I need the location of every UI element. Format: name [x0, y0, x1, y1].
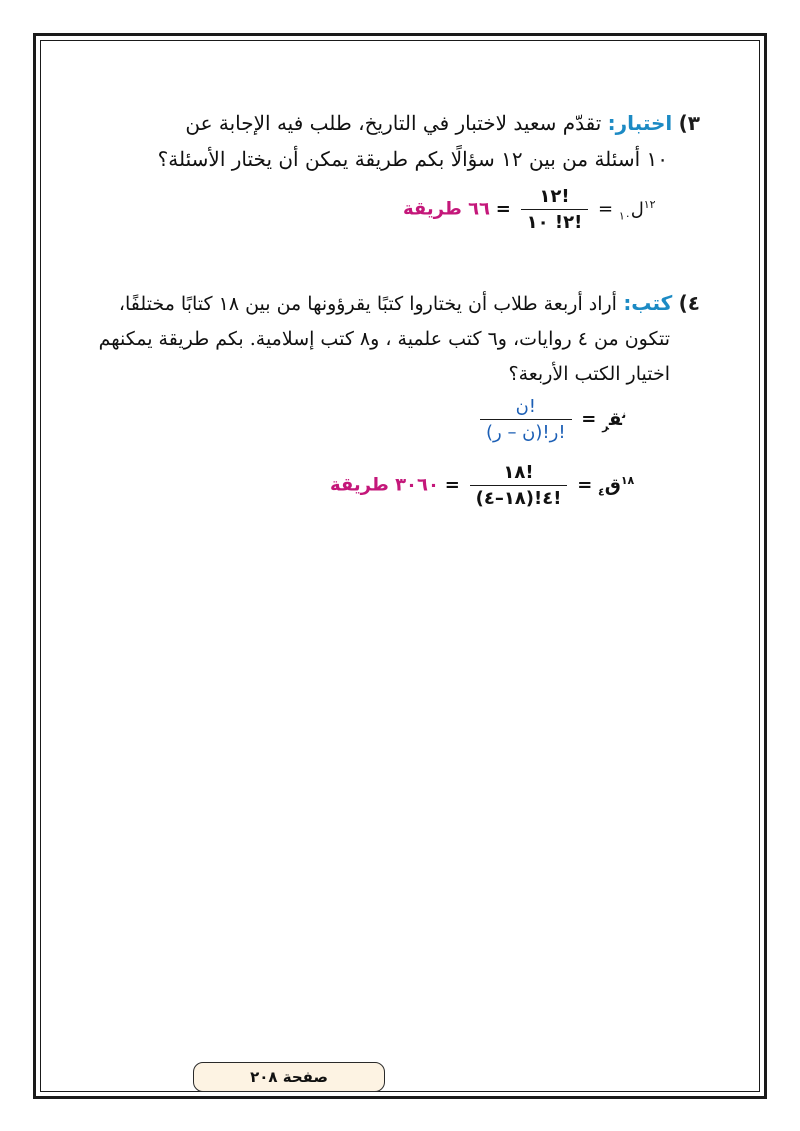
question-4-formula-sub: ر	[602, 419, 609, 433]
question-4-text-line-1: أراد أربعة طلاب أن يختاروا كتبًا يقرؤونها من بين ١٨ كتابًا مختلفًا،	[118, 293, 617, 315]
question-3-result: ٦٦ طريقة	[403, 198, 491, 220]
question-4-formula-fraction	[480, 396, 572, 443]
question-4-calc-symbol: ق	[604, 474, 621, 496]
question-3-numerator: ١٢!	[521, 186, 589, 210]
question-4-line-1	[90, 286, 700, 322]
question-3-denominator: ٢! ١٠!	[526, 212, 583, 233]
question-4-calc-sub: ٤	[598, 485, 605, 499]
question-3-text-line-2: ١٠ أسئلة من بين ١٢ سؤالًا بكم طريقة يمكن أن يختار الأسئلة؟	[157, 147, 668, 171]
question-4-formula-symbol: ق	[608, 408, 622, 430]
page-number-label: صفحة ٢٠٨	[250, 1068, 328, 1086]
question-3-text-line-1: تقدّم سعيد لاختبار في التاريخ، طلب فيه الإجابة عن	[185, 111, 602, 135]
question-4-line-3	[100, 356, 670, 392]
question-3-fraction	[521, 186, 589, 233]
question-3-sup: ١٢	[643, 197, 656, 211]
question-4-number: ٤)	[678, 291, 700, 315]
question-4-formula-sup: ن	[621, 407, 627, 421]
question-4-keyword: كتب:	[623, 291, 673, 315]
question-3-line-2	[100, 142, 668, 177]
question-4-calc-symbol-group	[598, 473, 635, 499]
question-3-equals-2: =	[495, 198, 511, 220]
question-4-formula-equals: =	[581, 408, 597, 430]
question-4-equals-2: =	[444, 474, 460, 496]
question-4-line-2	[90, 321, 670, 357]
question-4-equals-1: =	[577, 474, 593, 496]
question-3-equals-1: =	[598, 198, 614, 220]
question-3-equation	[403, 186, 656, 233]
question-4-calc-sup: ١٨	[620, 473, 635, 487]
question-3-sub: ١٠	[618, 209, 631, 223]
question-4-result: ٣٠٦٠ طريقة	[330, 474, 440, 496]
question-4-text-line-3: اختيار الكتب الأربعة؟	[508, 363, 670, 385]
question-3-symbol: ل	[630, 198, 644, 220]
question-4-calculation	[330, 462, 634, 509]
question-4-text-line-2: تتكون من ٤ روايات، و٦ كتب علمية ، و٨ كتب إسلامية. بكم طريقة يمكنهم	[98, 328, 670, 350]
question-4-formula-denominator: (ن – ر)!ر!	[486, 422, 566, 443]
question-4-formula	[476, 396, 626, 443]
question-3-number: ٣)	[678, 111, 700, 135]
question-3-permutation-symbol	[618, 197, 656, 223]
question-3-keyword: اختبار:	[607, 111, 673, 135]
question-4-calc-denominator: (١٨–٤)!٤!	[475, 488, 562, 509]
question-4-formula-symbol-group	[602, 407, 627, 433]
question-4-formula-numerator: ن!	[480, 396, 572, 420]
page-number-box	[193, 1062, 385, 1092]
question-4-calc-numerator: ١٨!	[470, 462, 568, 486]
question-4-calc-fraction	[470, 462, 568, 509]
question-3-line-1	[100, 106, 700, 141]
